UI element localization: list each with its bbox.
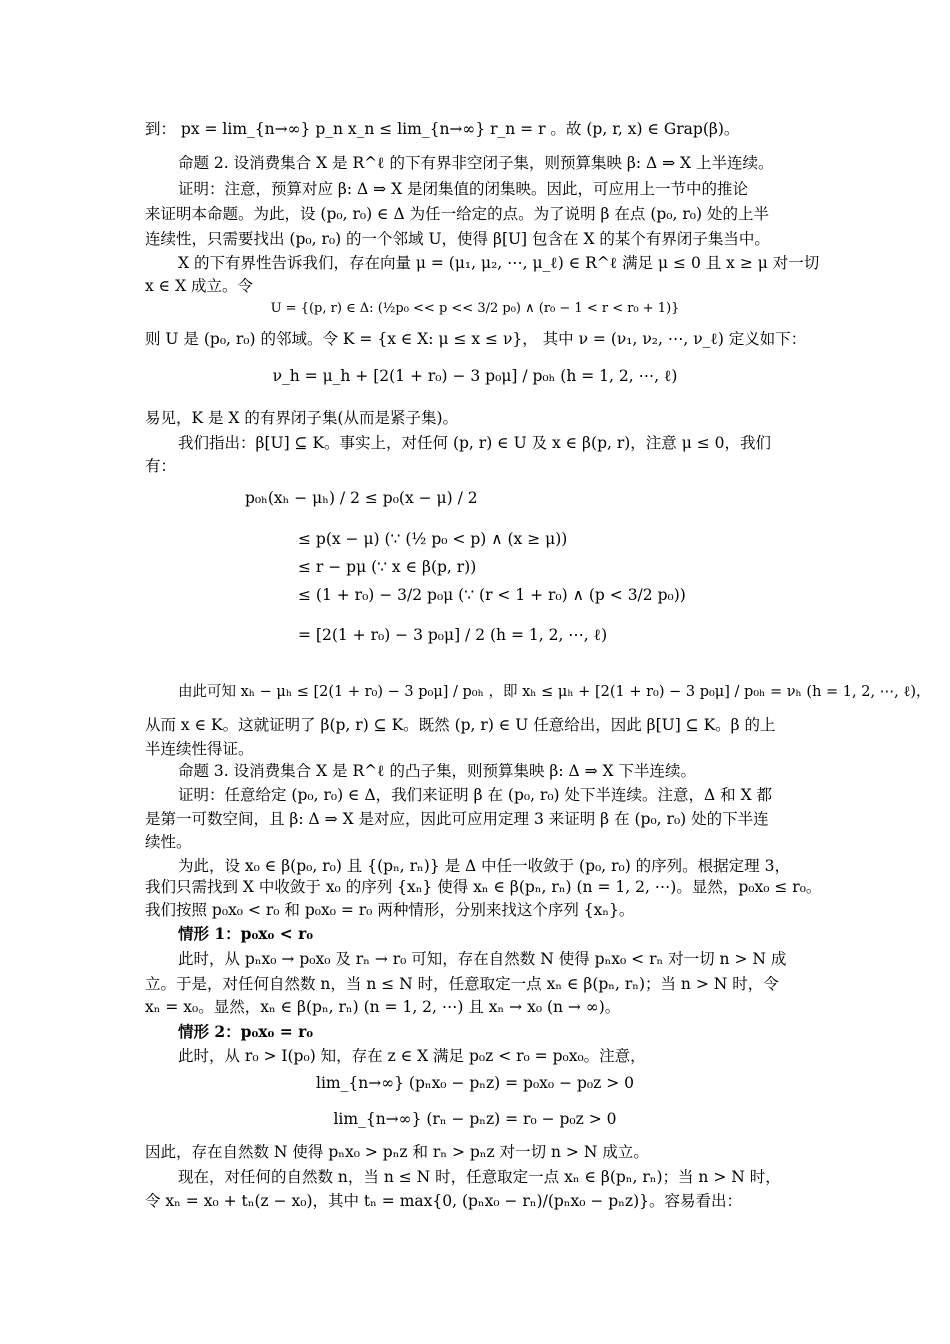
line-6: X 的下有界性告诉我们，存在向量 μ = (μ₁, μ₂, ⋯, μ_ℓ) ∈ R^ℓ 满足 μ ≤ 0 且 x ≥ μ 对一切 [178,254,820,272]
line-25: 续性。 [145,833,192,851]
proposition-2-statement: 命题 2. 设消费集合 X 是 R^ℓ 的下有界非空闭子集，则预算集映 β: Δ ⇒ X 上半连续。 [178,154,774,172]
line-12: 我们指出：β[U] ⊆ K。事实上，对任何 (p, r) ∈ U 及 x ∈ β(p, r)，注意 μ ≤ 0，我们 [178,434,772,452]
derivation-step-1: p₀ₕ(xₕ − μₕ) / 2 ≤ p₀(x − μ) / 2 [245,489,478,507]
line-24: 是第一可数空间，且 β: Δ ⇒ X 是对应，因此可应用定理 3 来证明 β 在 (p₀, r₀) 处的下半连 [145,810,769,828]
line-5: 连续性，只需要找出 (p₀, r₀) 的一个邻域 U，使得 β[U] 包含在 X 的某个有界闭子集当中。 [145,230,770,248]
proposition-3-statement: 命题 3. 设消费集合 X 是 R^ℓ 的凸子集，则预算集映 β: Δ ⇒ X 下半连续。 [178,762,697,780]
derivation-step-5: = [2(1 + r₀) − 3 p₀μ] / 2 (h = 1, 2, ⋯, ℓ) [298,626,608,644]
line-4: 来证明本命题。为此，设 (p₀, r₀) ∈ Δ 为任一给定的点。为了说明 β 在点 (p₀, r₀) 处的上半 [145,205,769,223]
line-27: 我们只需找到 X 中收敛于 x₀ 的序列 {xₙ} 使得 xₙ ∈ β(pₙ, rₙ) (n = 1, 2, ⋯)。显然，p₀x₀ ≤ r₀。 [145,878,822,896]
derivation-step-2: ≤ p(x − μ) (∵ (½ p₀ < p) ∧ (x ≥ μ)) [298,530,568,548]
line-23: 证明：任意给定 (p₀, r₀) ∈ Δ，我们来证明 β 在 (p₀, r₀) 处下半连续。注意，Δ 和 X 都 [178,786,773,804]
line-39: 令 xₙ = x₀ + tₙ(z − x₀)，其中 tₙ = max{0, (pₙx₀ − rₙ)/(pₙx₀ − pₙz)}。容易看出： [145,1192,742,1210]
line-30: 此时，从 pₙx₀ → p₀x₀ 及 rₙ → r₀ 可知，存在自然数 N 使得 pₙx₀ < rₙ 对一切 n > N 成 [178,950,787,968]
derivation-step-4: ≤ (1 + r₀) − 3/2 p₀μ (∵ (r < 1 + r₀) ∧ (p < 3/2 p₀)) [298,586,686,604]
line-34: 此时，从 r₀ > I(p₀) 知，存在 z ∈ X 满足 p₀z < r₀ = p₀x₀。注意， [178,1047,646,1065]
line-1: 到： px = lim_{n→∞} p_n x_n ≤ lim_{n→∞} r_n = r 。故 (p, r, x) ∈ Grap(β)。 [145,120,740,138]
line-9: 则 U 是 (p₀, r₀) 的邻域。令 K = {x ∈ X: μ ≤ x ≤ ν}， 其中 ν = (ν₁, ν₂, ⋯, ν_ℓ) 定义如下： [145,330,807,348]
derivation-step-3: ≤ r − pμ (∵ x ∈ β(p, r)) [298,558,477,576]
line-7: x ∈ X 成立。令 [145,277,254,295]
line-28: 我们按照 p₀x₀ < r₀ 和 p₀x₀ = r₀ 两种情形，分别来找这个序列 {xₙ}。 [145,901,635,919]
case-1-heading: 情形 1：p₀x₀ < r₀ [178,924,314,943]
equation-U: U = {(p, r) ∈ Δ: (½p₀ << p << 3/2 p₀) ∧ (r₀ − 1 < r < r₀ + 1)} [270,301,680,316]
line-13: 有： [145,457,177,475]
line-32: xₙ = x₀。显然，xₙ ∈ β(pₙ, rₙ) (n = 1, 2, ⋯) 且 xₙ → x₀ (n → ∞)。 [145,998,621,1016]
line-20: 从而 x ∈ K。这就证明了 β(p, r) ⊆ K。既然 (p, r) ∈ U 任意给出，因此 β[U] ⊆ K。β 的上 [145,716,776,734]
line-26: 为此，设 x₀ ∈ β(p₀, r₀) 且 {(pₙ, rₙ)} 是 Δ 中任一收敛于 (p₀, r₀) 的序列。根据定理 3， [178,857,790,875]
case-2-heading: 情形 2：p₀x₀ = r₀ [178,1022,314,1041]
line-hence: 由此可知 xₕ − μₕ ≤ [2(1 + r₀) − 3 p₀μ] / p₀ₕ ，即 xₕ ≤ μₕ + [2(1 + r₀) − 3 p₀μ] / p₀ₕ = νₕ (h = 1, 2, ⋯, ℓ)， [178,684,931,700]
line-38: 现在，对任何的自然数 n，当 n ≤ N 时，任意取定一点 xₙ ∈ β(pₙ, rₙ)；当 n > N 时， [178,1168,781,1186]
line-21: 半连续性得证。 [145,740,254,758]
equation-nu: ν_h = μ_h + [2(1 + r₀) − 3 p₀μ] / p₀ₕ (h = 1, 2, ⋯, ℓ) [272,367,678,385]
line-3: 证明：注意，预算对应 β: Δ ⇒ X 是闭集值的闭集映。因此，可应用上一节中的推论 [178,180,749,198]
limit-equation-1: lim_{n→∞} (pₙx₀ − pₙz) = p₀x₀ − p₀z > 0 [316,1074,634,1092]
limit-equation-2: lim_{n→∞} (rₙ − pₙz) = r₀ − p₀z > 0 [333,1110,617,1128]
line-37: 因此，存在自然数 N 使得 pₙx₀ > pₙz 和 rₙ > pₙz 对一切 n > N 成立。 [145,1143,649,1161]
line-31: 立。于是，对任何自然数 n，当 n ≤ N 时，任意取定一点 xₙ ∈ β(pₙ, rₙ)；当 n > N 时，令 [145,975,779,993]
line-11: 易见，K 是 X 的有界闭子集(从而是紧子集)。 [145,409,458,427]
